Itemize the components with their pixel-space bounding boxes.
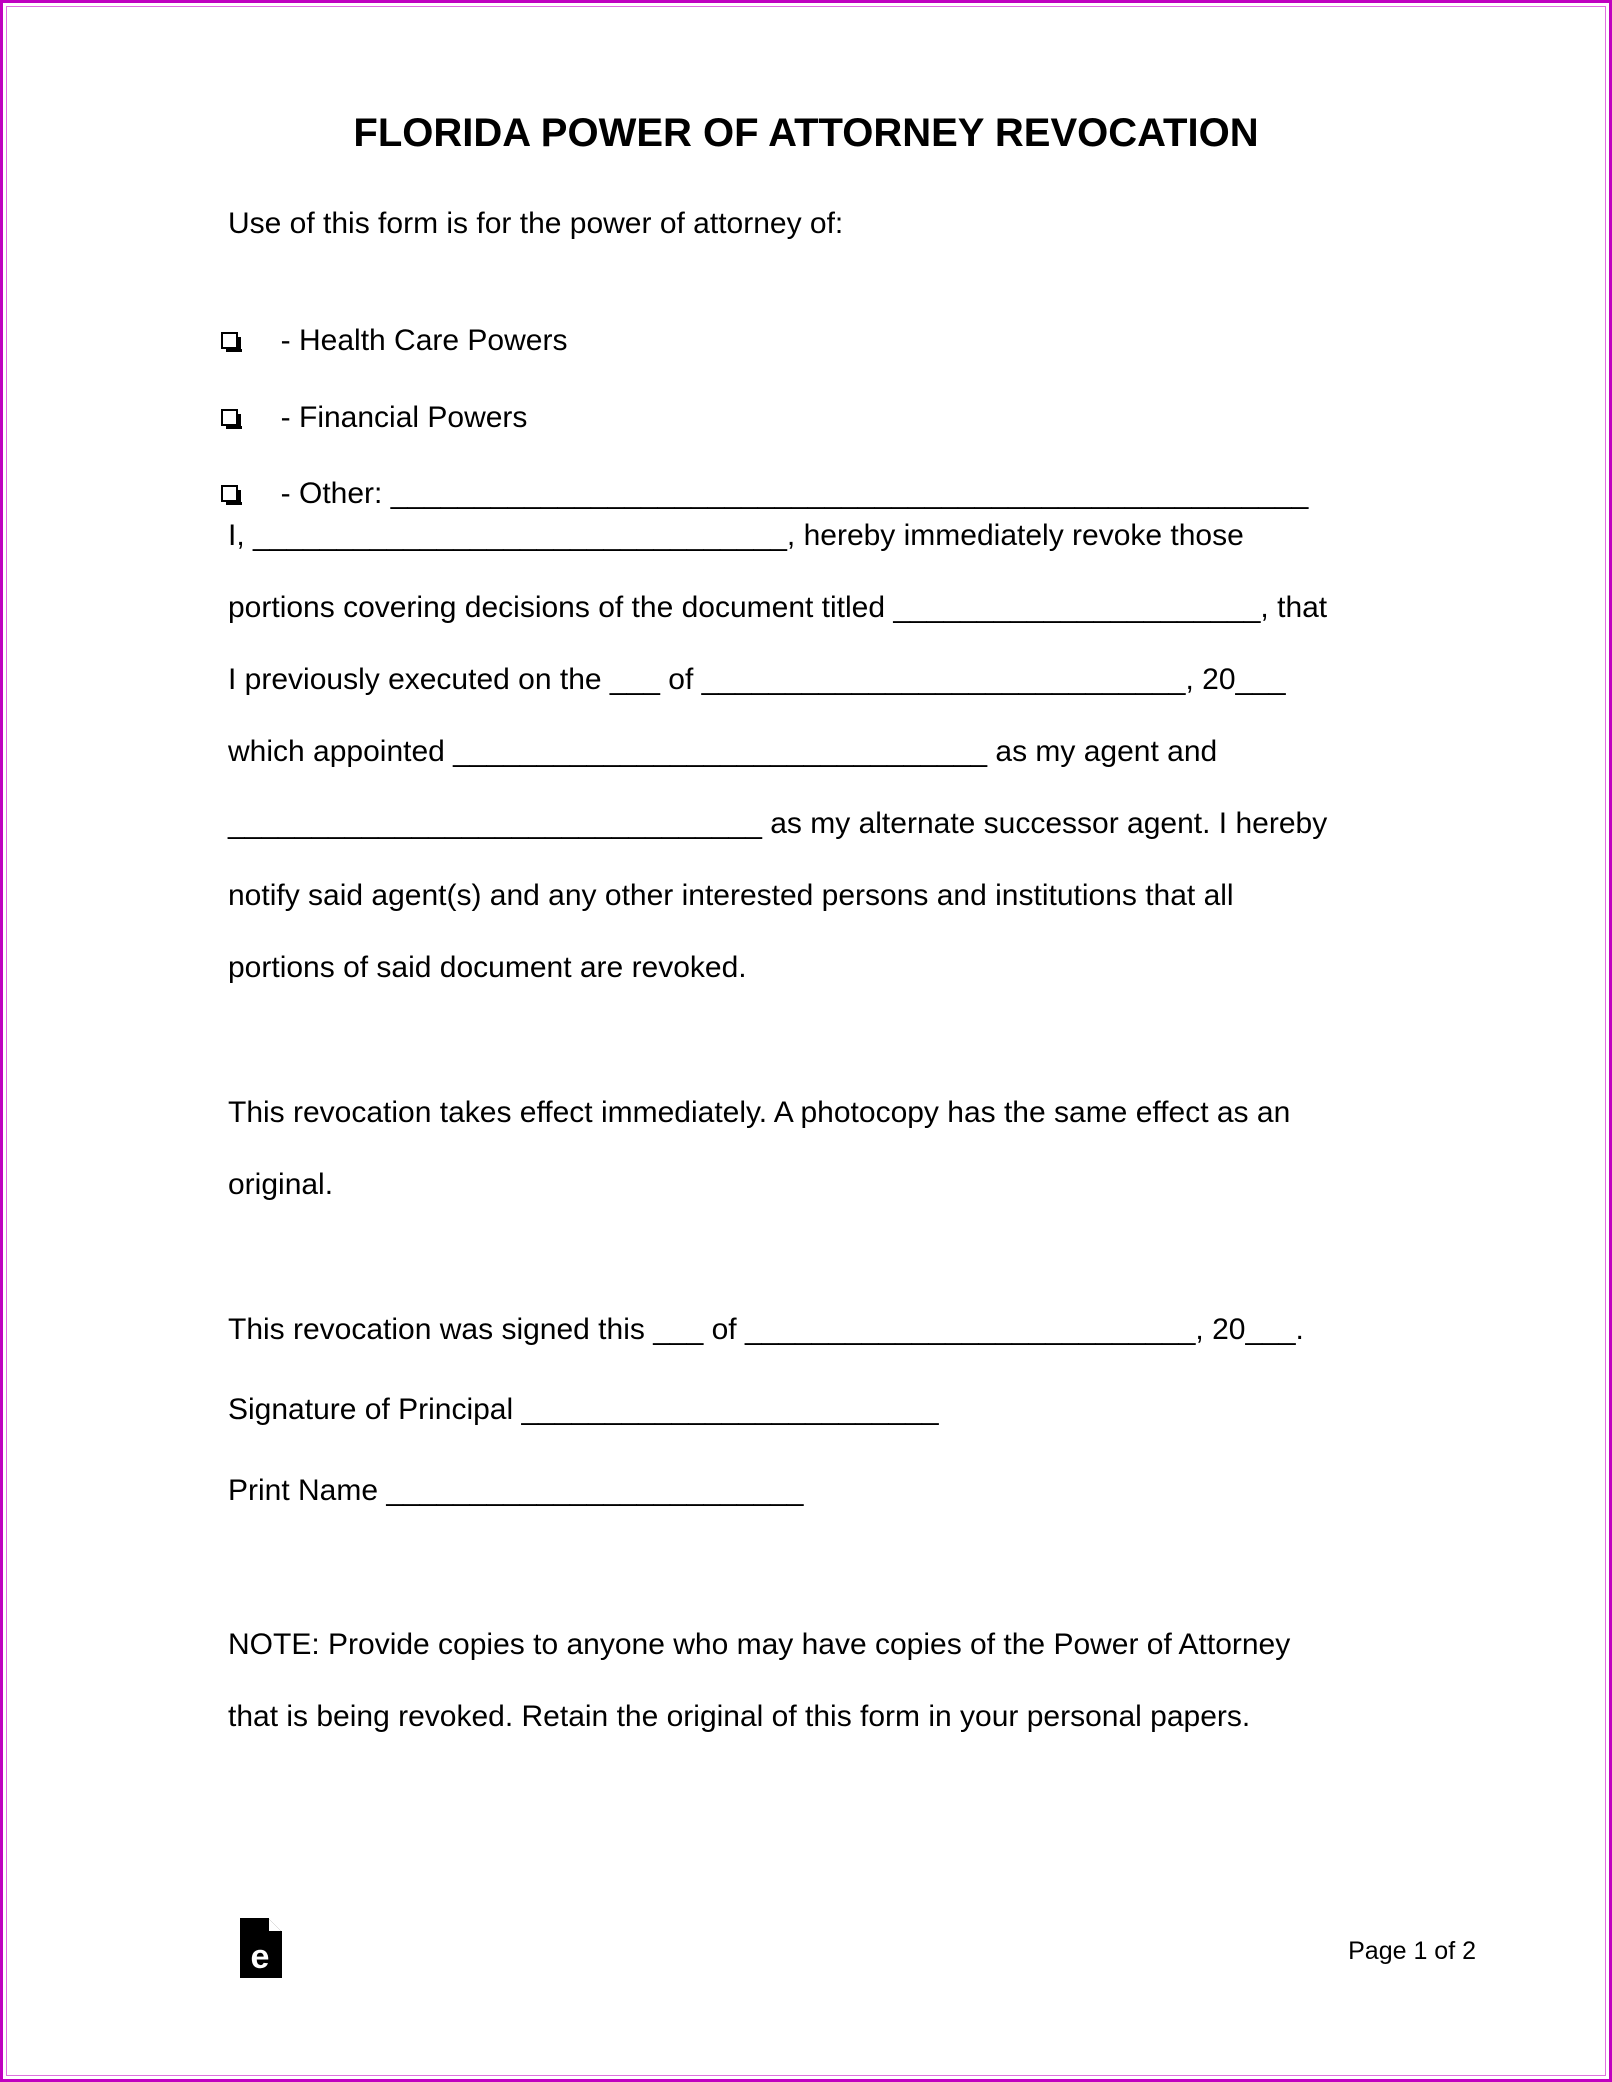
effect-line-1: This revocation takes effect immediately. A photocopy has the same effect as an <box>228 1096 1291 1129</box>
revocation-line-3: I previously executed on the ___ of _____________________________, 20___ <box>228 663 1286 696</box>
svg-text:e: e <box>250 1938 270 1976</box>
checkbox-icon[interactable] <box>221 485 238 502</box>
revocation-line-5: ________________________________ as my alternate successor agent. I hereby <box>228 807 1328 840</box>
revocation-line-2: portions covering decisions of the document titled ______________________, that <box>228 591 1328 624</box>
note-line-1: NOTE: Provide copies to anyone who may have copies of the Power of Attorney <box>228 1628 1291 1661</box>
print-name-line: Print Name _________________________ <box>228 1474 804 1507</box>
checkbox-icon[interactable] <box>221 409 238 426</box>
effect-line-2: original. <box>228 1168 334 1201</box>
signed-date-line: This revocation was signed this ___ of ___________________________, 20___. <box>228 1313 1304 1346</box>
page-number: Page 1 of 2 <box>1348 1937 1476 1965</box>
signature-line: Signature of Principal _________________________ <box>228 1393 939 1426</box>
option-label: - Financial Powers <box>280 401 528 434</box>
revocation-line-1: I, ________________________________, hereby immediately revoke those <box>228 519 1244 552</box>
option-financial[interactable] <box>204 358 527 438</box>
option-health-care[interactable] <box>204 281 567 361</box>
option-other[interactable] <box>204 434 1308 514</box>
page-title: FLORIDA POWER OF ATTORNEY REVOCATION <box>353 111 1259 155</box>
option-label: - Other: _______________________________________________________ <box>280 477 1309 510</box>
revocation-line-6: notify said agent(s) and any other interested persons and institutions that all <box>228 879 1234 912</box>
revocation-line-4: which appointed ________________________________ as my agent and <box>228 735 1218 768</box>
checkbox-icon[interactable] <box>221 332 238 349</box>
eforms-logo-icon <box>238 1916 284 1980</box>
intro-text: Use of this form is for the power of attorney of: <box>228 207 844 240</box>
revocation-line-7: portions of said document are revoked. <box>228 951 747 984</box>
option-label: - Health Care Powers <box>280 324 568 357</box>
note-line-2: that is being revoked. Retain the original of this form in your personal papers. <box>228 1700 1251 1733</box>
